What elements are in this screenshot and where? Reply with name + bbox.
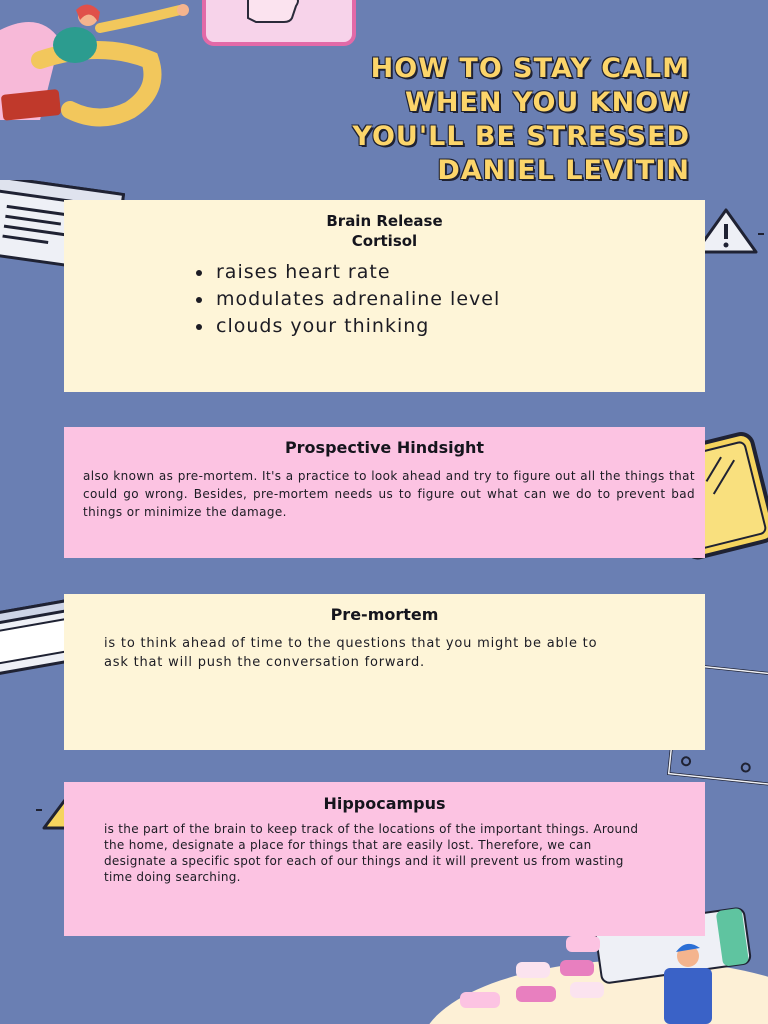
cortisol-bullet-list bbox=[64, 259, 705, 340]
list-item: • raises heart rate bbox=[214, 259, 705, 286]
phone-thumbs-up-icon bbox=[200, 0, 360, 50]
cortisol-card bbox=[64, 200, 705, 392]
cortisol-heading-line-1: Brain Release bbox=[326, 212, 443, 230]
list-item: • modulates adrenaline level bbox=[214, 286, 705, 313]
title-line-4: DANIEL LEVITIN bbox=[437, 155, 690, 186]
hippocampus-body: is the part of the brain to keep track of the locations of the important things. Around the home, designate a place for things that are easily lost. Therefore, we can designate a specific spot for each of our things and it will prevent us from wasting time doing searching. bbox=[104, 822, 639, 884]
page-title bbox=[170, 52, 690, 188]
hindsight-heading: Prospective Hindsight bbox=[284, 438, 485, 457]
cortisol-heading-line-2: Cortisol bbox=[351, 232, 418, 250]
premortem-heading: Pre-mortem bbox=[330, 605, 439, 624]
list-item: • clouds your thinking bbox=[214, 313, 705, 340]
premortem-card bbox=[64, 594, 705, 750]
premortem-body: is to think ahead of time to the questions that you might be able to ask that will push the conversation forward. bbox=[104, 636, 598, 670]
title-line-3: YOU'LL BE STRESSED bbox=[352, 121, 690, 152]
hindsight-card bbox=[64, 427, 705, 558]
hindsight-body: also known as pre-mortem. It's a practice to look ahead and try to figure out all the things that could go wrong. Besides, pre-mortem needs us to figure out what can we do to prevent bad things or minimize the damage. bbox=[83, 469, 695, 519]
title-line-1: HOW TO STAY CALM bbox=[370, 53, 690, 84]
title-line-2: WHEN YOU KNOW bbox=[405, 87, 690, 118]
hippocampus-card bbox=[64, 782, 705, 936]
hippocampus-heading: Hippocampus bbox=[323, 794, 446, 813]
cortisol-heading bbox=[225, 200, 545, 251]
